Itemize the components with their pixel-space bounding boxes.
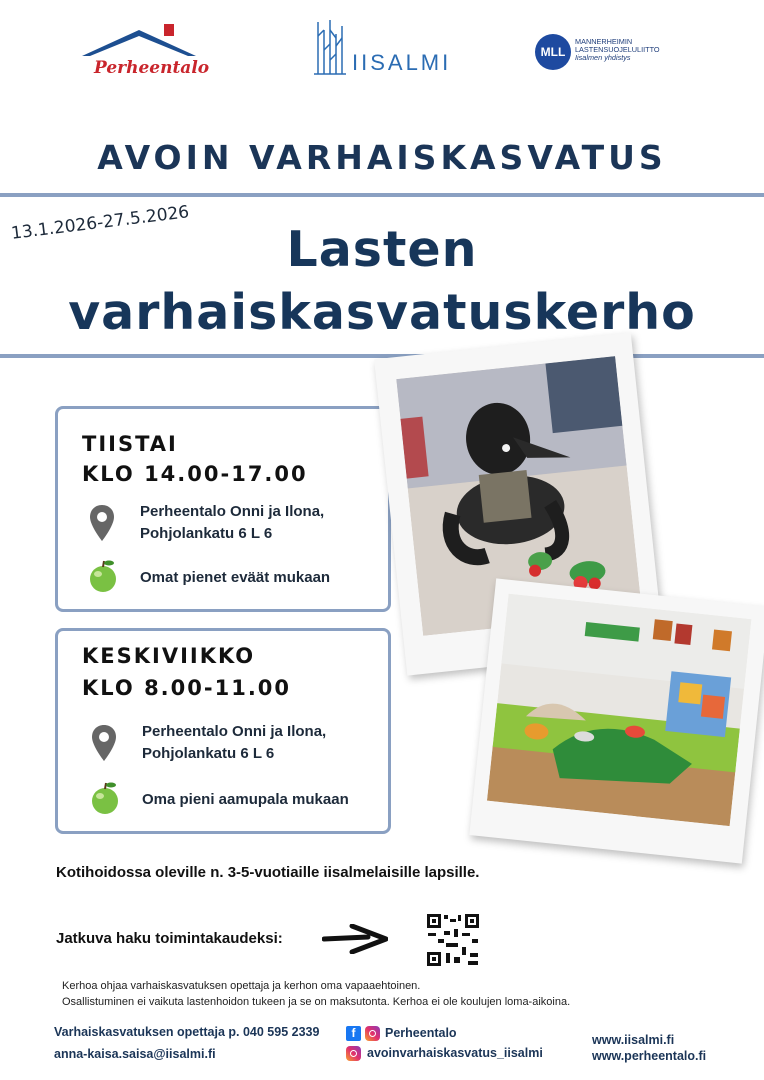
target-audience-text: Kotihoidossa oleville n. 3-5-vuotiaille iisalmelaisille lapsille. <box>56 864 480 881</box>
divider-top <box>0 193 764 197</box>
location-line-2: Pohjolankatu 6 L 6 <box>140 525 273 542</box>
session-snack: Omat pienet eväät mukaan <box>140 569 331 586</box>
note-line-2: Osallistuminen ei vaikuta lastenhoidon tukeen ja se on maksutonta. Kerhoa ei ole koulujen loma-aikoina. <box>62 996 571 1008</box>
session-time: KLO 14.00-17.00 <box>82 462 308 486</box>
social-instagram-name[interactable]: avoinvarhaiskasvatus_iisalmi <box>367 1046 543 1060</box>
session-card-tuesday <box>55 406 391 612</box>
session-snack: Oma pieni aamupala mukaan <box>142 791 349 808</box>
divider-bottom <box>0 354 764 358</box>
session-location <box>142 721 326 765</box>
apple-icon <box>90 781 120 815</box>
session-time: KLO 8.00-11.00 <box>82 676 292 700</box>
title-line-2: varhaiskasvatuskerho <box>68 284 696 341</box>
playroom-photo-image <box>487 594 751 826</box>
title-line-1: Lasten <box>286 221 478 278</box>
page-title <box>0 218 764 344</box>
date-range: 13.1.2026-27.5.2026 <box>10 202 191 244</box>
mll-logo-text <box>575 38 665 62</box>
apply-text: Jatkuva haku toimintakaudeksi: <box>56 930 283 947</box>
qr-code[interactable] <box>426 913 480 967</box>
apple-icon <box>88 559 118 593</box>
instagram-icon[interactable] <box>346 1046 361 1061</box>
session-day: KESKIVIIKKO <box>82 644 256 668</box>
location-line-1: Perheentalo Onni ja Ilona, <box>142 723 327 740</box>
iisalmi-logo-text: IISALMI <box>352 50 452 75</box>
mll-line-1: MANNERHEIMIN <box>575 37 633 46</box>
notes <box>62 978 570 1010</box>
location-pin-icon <box>92 725 116 761</box>
teacher-phone: Varhaiskasvatuksen opettaja p. 040 595 2339 <box>54 1025 320 1039</box>
note-line-1: Kerhoa ohjaa varhaiskasvatuksen opettaja ja kerhon oma vapaaehtoinen. <box>62 980 421 992</box>
instagram-icon[interactable] <box>365 1026 380 1041</box>
contact-email[interactable]: anna-kaisa.saisa@iisalmi.fi <box>54 1047 216 1061</box>
perheentalo-logo-text: Perheentalo <box>94 58 210 78</box>
session-day: TIISTAI <box>82 432 178 456</box>
website-iisalmi[interactable]: www.iisalmi.fi <box>592 1033 675 1047</box>
subtitle: AVOIN VARHAISKASVATUS <box>97 138 667 177</box>
session-location <box>140 501 324 545</box>
location-line-2: Pohjolankatu 6 L 6 <box>142 745 275 762</box>
arrow-right-icon <box>322 924 388 954</box>
location-line-1: Perheentalo Onni ja Ilona, <box>140 503 325 520</box>
social-facebook-name[interactable]: Perheentalo <box>385 1026 457 1040</box>
facebook-icon[interactable]: f <box>346 1026 361 1041</box>
mll-line-2: LASTENSUOJELULIITTO <box>575 45 660 54</box>
session-card-wednesday <box>55 628 391 834</box>
photo-play-room <box>469 578 764 863</box>
location-pin-icon <box>90 505 114 541</box>
mll-line-3: Iisalmen yhdistys <box>575 53 631 62</box>
website-perheentalo[interactable]: www.perheentalo.fi <box>592 1049 707 1063</box>
iisalmi-logo-emblem <box>310 16 350 76</box>
mll-logo-badge: MLL <box>535 34 571 70</box>
